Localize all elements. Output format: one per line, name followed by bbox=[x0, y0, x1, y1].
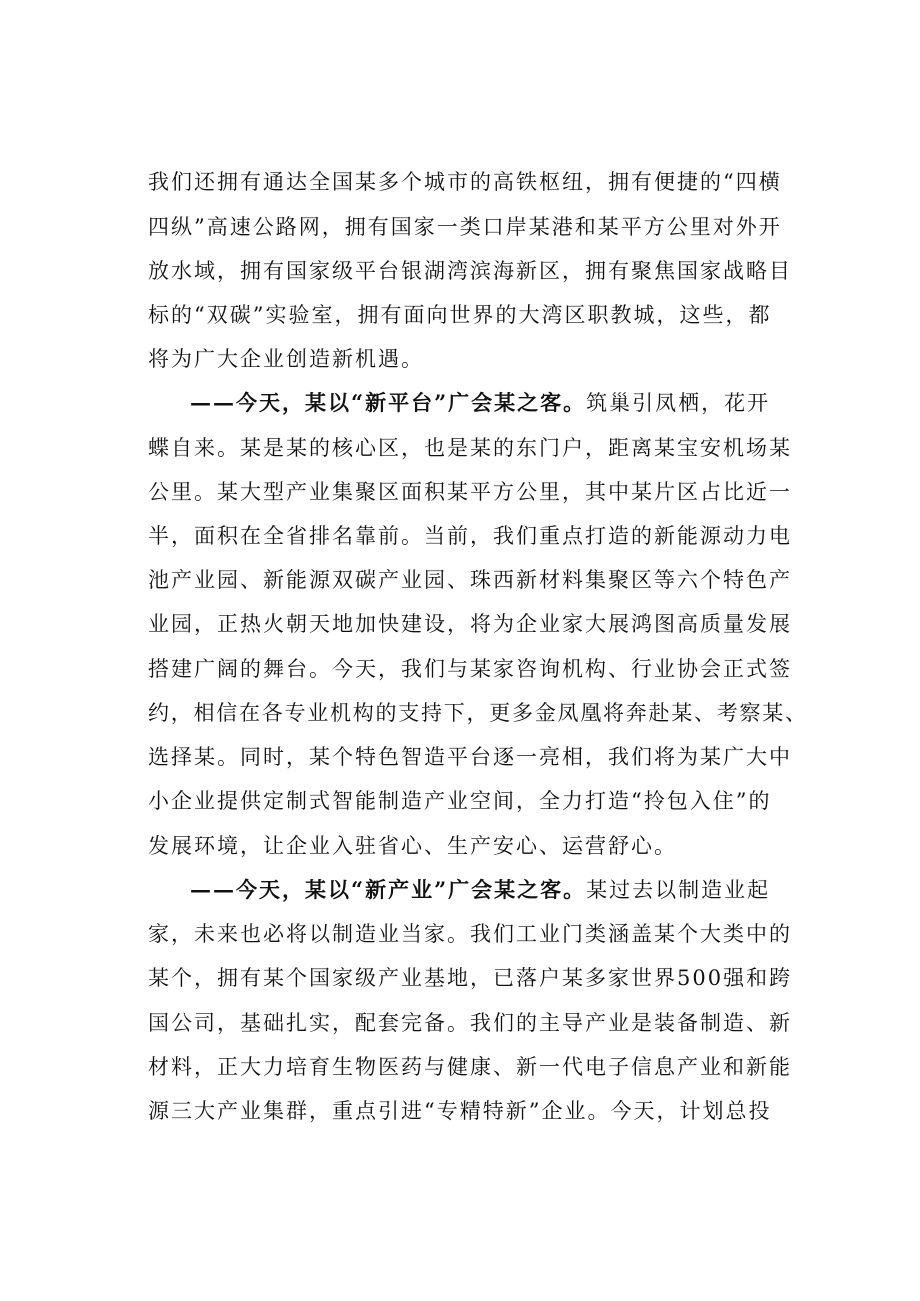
text-line bbox=[148, 958, 808, 998]
text-line bbox=[190, 870, 810, 910]
text-line bbox=[148, 649, 808, 689]
text-line bbox=[148, 339, 808, 379]
line-text: 发展环境，让企业入驻省心、生产安心、运营舒心。 bbox=[148, 834, 677, 858]
text-line bbox=[148, 428, 808, 468]
line-text: 某过去以制造业起 bbox=[586, 878, 771, 902]
section-heading: ——今天，某以“新平台”广会某之客。 bbox=[190, 390, 587, 415]
line-text: 将为广大企业创造新机遇。 bbox=[148, 347, 424, 371]
text-line bbox=[148, 251, 808, 291]
line-text: 标的“双碳”实验室，拥有面向世界的大湾区职教城，这些，都 bbox=[148, 303, 772, 327]
text-line bbox=[148, 1091, 808, 1131]
text-line bbox=[190, 383, 810, 423]
line-text: 小企业提供定制式智能制造产业空间，全力打造“拎包入住”的 bbox=[148, 789, 772, 813]
line-text: 源三大产业集群，重点引进“专精特新”企业。今天，计划总投 bbox=[148, 1099, 772, 1123]
line-text: 家，未来也必将以制造业当家。我们工业门类涵盖某个大类中的 bbox=[148, 922, 792, 946]
text-line bbox=[148, 604, 808, 644]
line-text: 四纵”高速公路网，拥有国家一类口岸某港和某平方公里对外开 bbox=[148, 215, 782, 239]
line-text: 蝶自来。某是某的核心区，也是某的东门户，距离某宝安机场某 bbox=[148, 436, 792, 460]
line-text: 国公司，基础扎实，配套完备。我们的主导产业是装备制造、新 bbox=[148, 1011, 792, 1035]
line-text: 半，面积在全省排名靠前。当前，我们重点打造的新能源动力电 bbox=[148, 524, 792, 548]
line-text: 约，相信在各专业机构的支持下，更多金凤凰将奔赴某、考察某、 bbox=[148, 701, 808, 725]
text-line bbox=[148, 1003, 808, 1043]
text-line bbox=[148, 516, 808, 556]
text-line bbox=[148, 914, 808, 954]
line-text: 我们还拥有通达全国某多个城市的高铁枢纽，拥有便捷的“四横 bbox=[148, 170, 782, 194]
text-line bbox=[148, 162, 808, 202]
text-line bbox=[148, 295, 808, 335]
text-line bbox=[148, 826, 808, 866]
line-text: 选择某。同时，某个特色智造平台逐一亮相，我们将为某广大中 bbox=[148, 745, 792, 769]
line-text: 池产业园、新能源双碳产业园、珠西新材料集聚区等六个特色产 bbox=[148, 568, 792, 592]
text-line bbox=[148, 693, 808, 733]
text-line bbox=[148, 560, 808, 600]
line-text: 搭建广阔的舞台。今天，我们与某家咨询机构、行业协会正式签 bbox=[148, 657, 792, 681]
section-heading: ——今天，某以“新产业”广会某之客。 bbox=[190, 877, 587, 902]
text-line bbox=[148, 737, 808, 777]
text-line bbox=[148, 781, 808, 821]
line-text: 业园，正热火朝天地加快建设，将为企业家大展鸿图高质量发展 bbox=[148, 612, 792, 636]
line-text: 某个，拥有某个国家级产业基地，已落户某多家世界500强和跨 bbox=[148, 966, 793, 990]
line-text: 材料，正大力培育生物医药与健康、新一代电子信息产业和新能 bbox=[148, 1055, 792, 1079]
line-text: 筑巢引凤栖，花开 bbox=[586, 391, 771, 415]
text-line bbox=[148, 1047, 808, 1087]
line-text: 公里。某大型产业集聚区面积某平方公里，其中某片区占比近一 bbox=[148, 480, 792, 504]
text-line bbox=[148, 472, 808, 512]
text-line bbox=[148, 207, 808, 247]
line-text: 放水域，拥有国家级平台银湖湾滨海新区，拥有聚焦国家战略目 bbox=[148, 259, 792, 283]
